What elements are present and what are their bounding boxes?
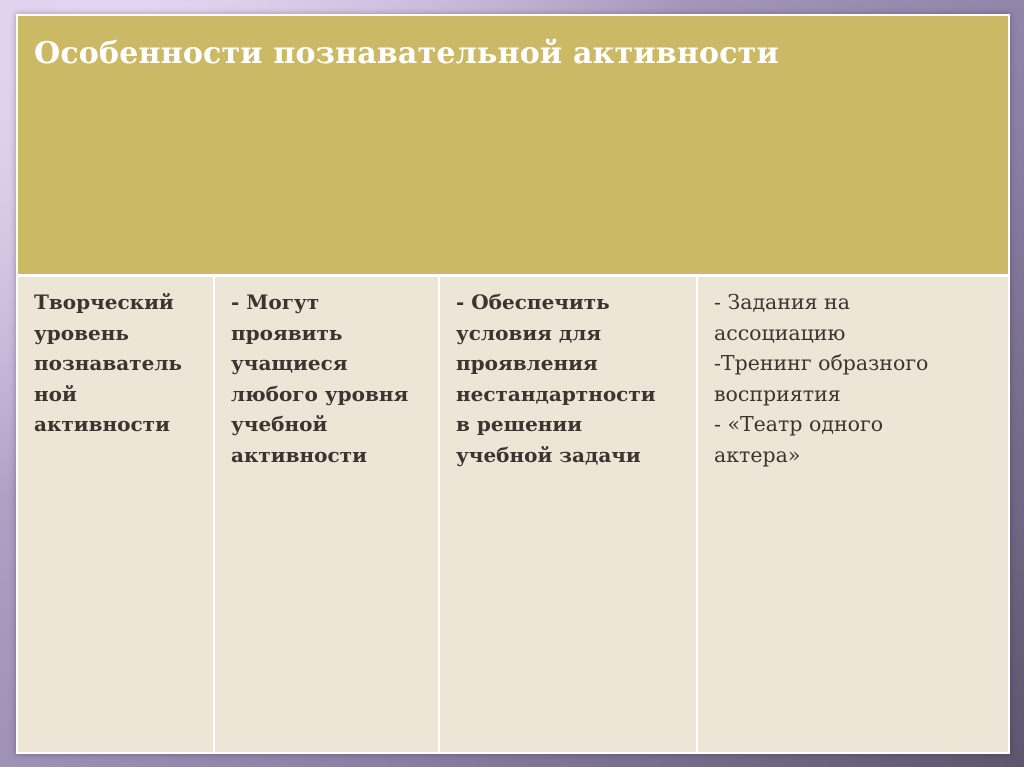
cell-text-line: - Могут — [231, 290, 320, 314]
cell-text-line: активности — [34, 412, 170, 436]
table-header-cell — [18, 16, 1008, 274]
cell-text-line: ассоциацию — [714, 320, 846, 345]
cell-text-line: условия для — [456, 320, 602, 345]
cell-text-line: уровень — [34, 320, 129, 345]
cell-text-line: учебной — [231, 412, 328, 436]
table-cell-who — [215, 277, 438, 752]
cell-text-line: учащиеся — [231, 351, 348, 375]
table-cell-tasks — [698, 277, 1008, 752]
content-table — [16, 14, 1010, 754]
cell-text-line: в решении — [456, 412, 583, 436]
cell-text-line: восприятия — [714, 381, 841, 406]
cell-text-line: учебной задачи — [456, 442, 641, 467]
table-body-row — [18, 277, 1008, 752]
cell-text-line: - Задания на — [714, 290, 850, 314]
cell-text-line: актера» — [714, 442, 801, 467]
cell-text-line: - Обеспечить — [456, 290, 610, 314]
table-cell-conditions — [440, 277, 696, 752]
cell-text-line: проявления — [456, 351, 598, 375]
cell-text-line: -Тренинг образного — [714, 351, 929, 375]
cell-text-line: проявить — [231, 320, 343, 345]
cell-text-line: ной — [34, 381, 77, 406]
cell-text-line: любого уровня — [231, 381, 409, 406]
slide-title: Особенности познавательной активности — [34, 36, 779, 71]
cell-text-line: нестандартности — [456, 381, 656, 406]
table-cell-level — [18, 277, 213, 752]
cell-text-line: Творческий — [34, 290, 174, 314]
cell-text-line: - «Театр одного — [714, 412, 884, 436]
cell-text-line: познаватель — [34, 351, 182, 375]
cell-text-line: активности — [231, 442, 367, 467]
